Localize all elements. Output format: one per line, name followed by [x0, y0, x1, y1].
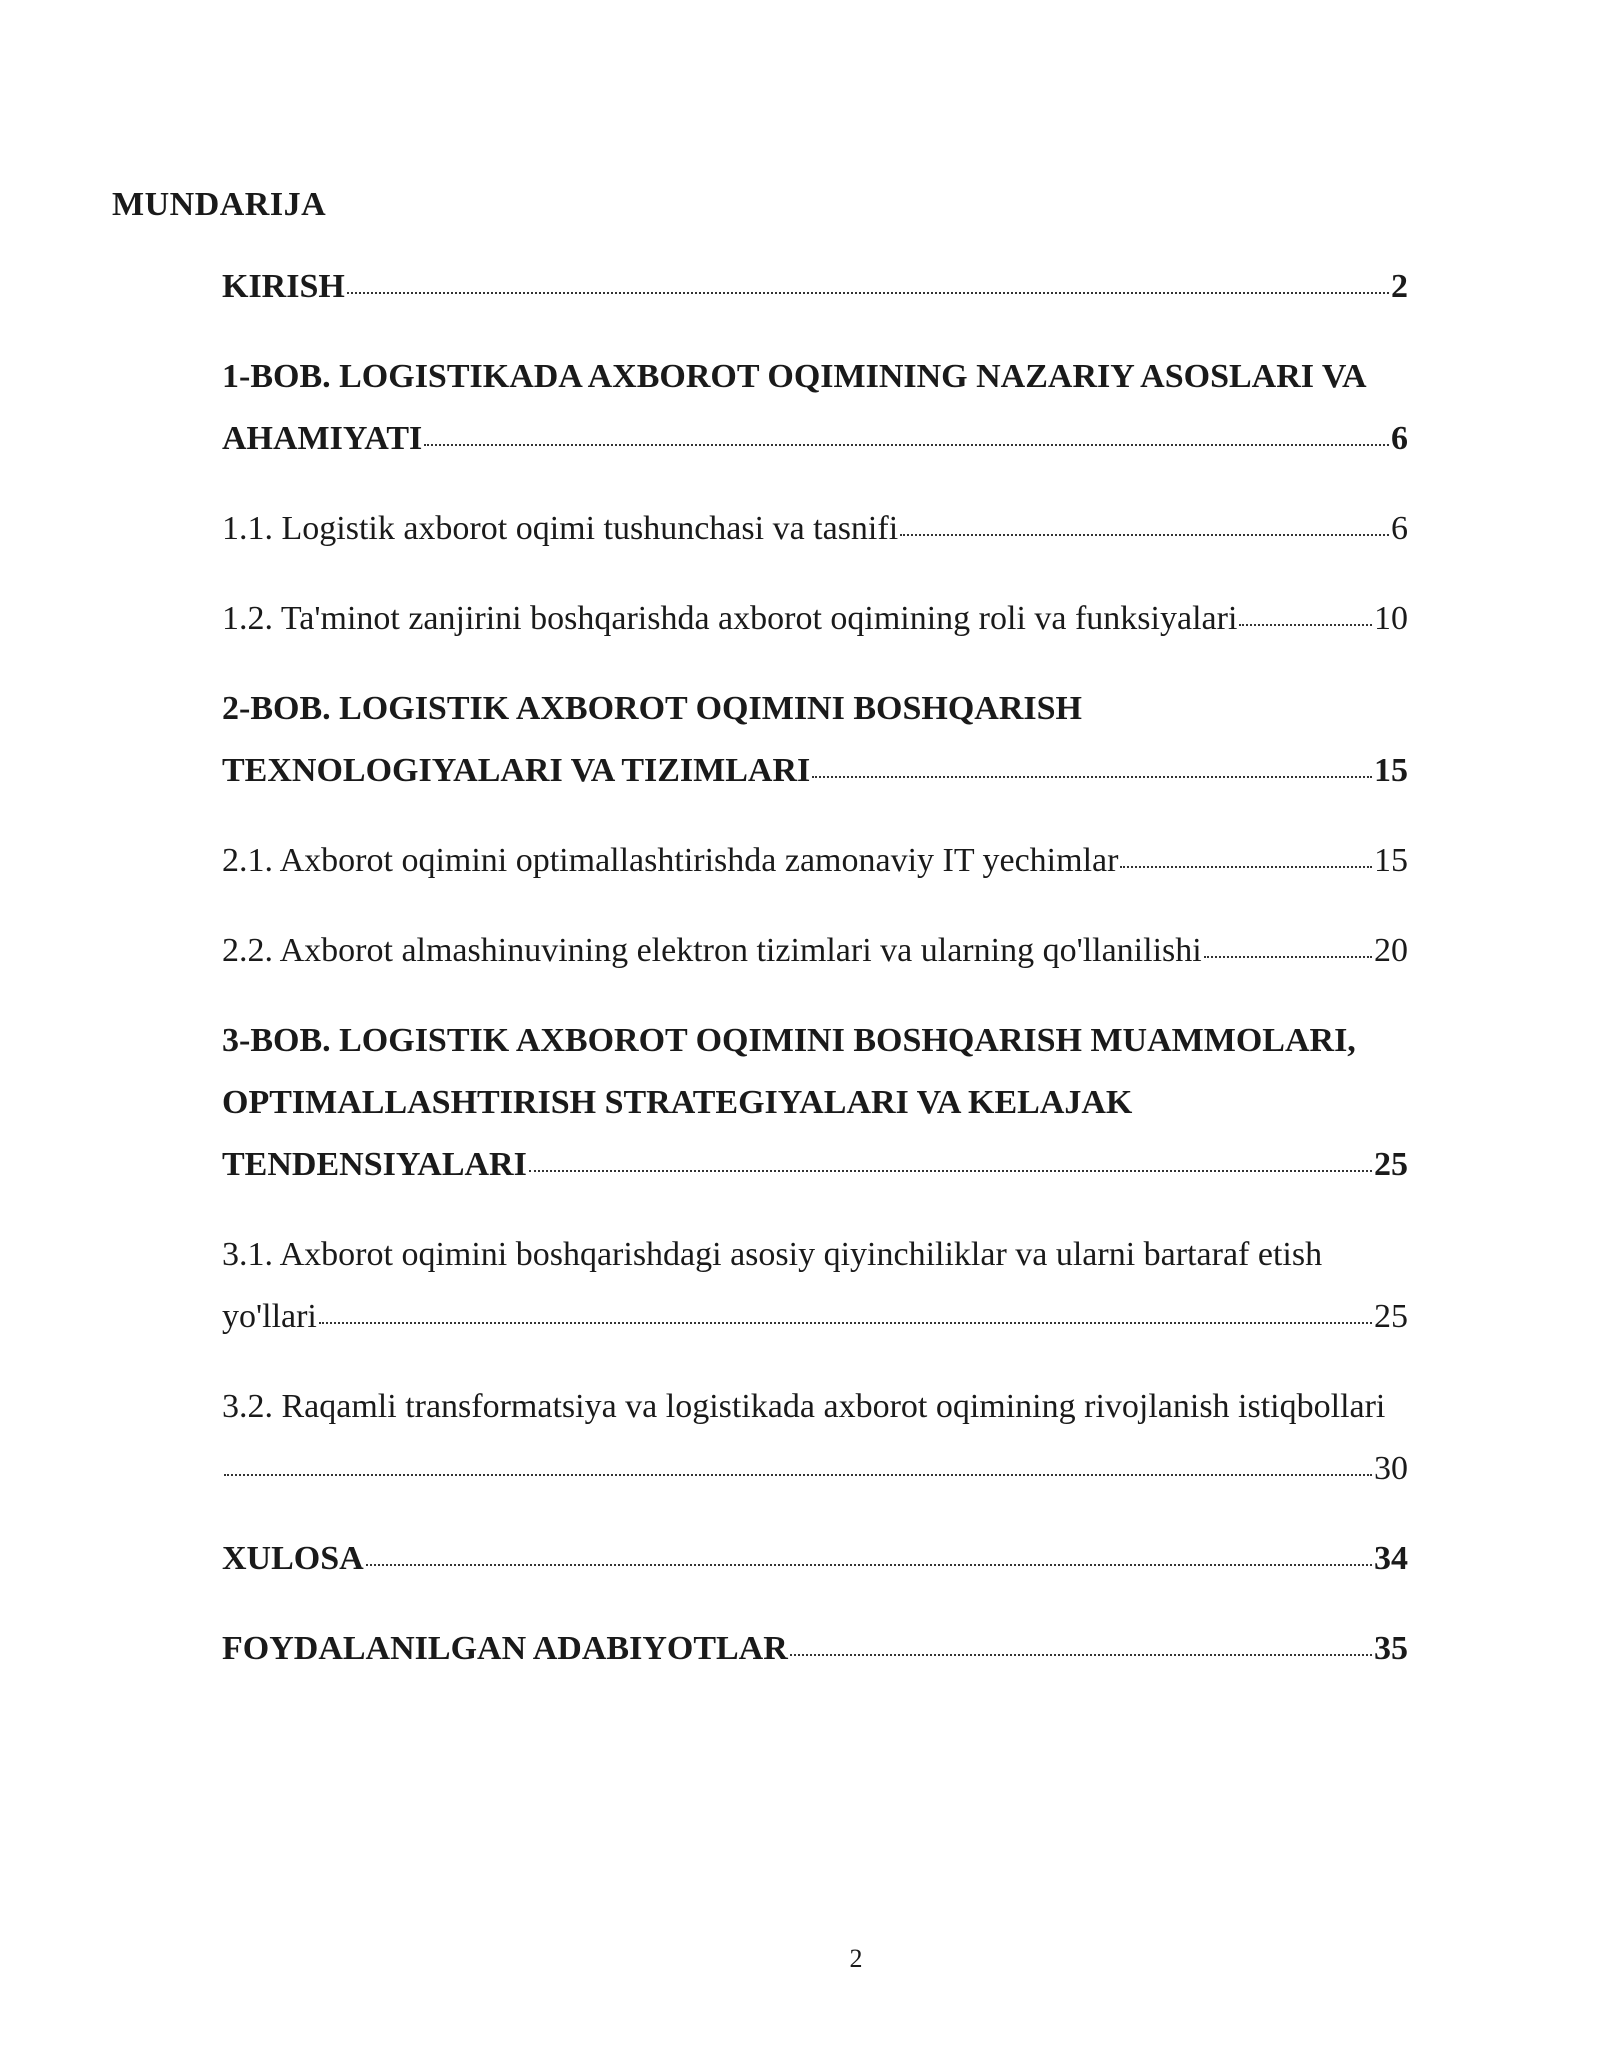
toc-entry[interactable]	[222, 1618, 1472, 1680]
entry-gap	[222, 1590, 1472, 1618]
toc-entry[interactable]	[222, 1528, 1472, 1590]
dot-leader	[790, 1654, 1372, 1656]
toc-entry-page: 30	[1374, 1450, 1408, 1487]
toc-entry-title: 1.2. Ta'minot zanjirini boshqarishda axborot oqimining roli va funksiyalari	[222, 600, 1238, 637]
toc-title-text: MUNDARIJA	[112, 186, 327, 223]
toc-entry-title: yo'llari	[222, 1298, 317, 1335]
dot-leader	[812, 776, 1372, 778]
toc-entry-title: 2.2. Axborot almashinuvining elektron tizimlari va ularning qo'llanilishi	[222, 932, 1202, 969]
toc-entry-title: 2.1. Axborot oqimini optimallashtirishda zamonaviy IT yechimlar	[222, 842, 1119, 879]
entry-gap	[222, 650, 1472, 678]
toc-entry-line: 3-BOB. LOGISTIK AXBOROT OQIMINI BOSHQARISH MUAMMOLARI,	[222, 1022, 1356, 1059]
toc-entry-title: XULOSA	[222, 1540, 364, 1577]
toc-entry-page: 15	[1374, 842, 1408, 879]
entry-gap	[222, 1348, 1472, 1376]
toc-entry-leader-line	[222, 588, 1408, 650]
toc-entry-page: 6	[1391, 510, 1408, 547]
toc-entry-title: AHAMIYATI	[222, 420, 423, 457]
toc-entry-title: FOYDALANILGAN ADABIYOTLAR	[222, 1630, 788, 1667]
toc-entry-page: 15	[1374, 752, 1408, 789]
toc-entry-leader-line	[222, 1286, 1408, 1348]
toc-entry-leader-line	[222, 1618, 1408, 1680]
toc-entry-line: 1-BOB. LOGISTIKADA AXBOROT OQIMINING NAZARIY ASOSLARI VA	[222, 358, 1367, 395]
toc-entry-page: 6	[1391, 420, 1408, 457]
toc-entry[interactable]	[222, 920, 1472, 982]
toc-entry-leader-line	[222, 256, 1408, 318]
toc-entry-title: 1.1. Logistik axborot oqimi tushunchasi va tasnifi	[222, 510, 899, 547]
toc-entry-page: 20	[1374, 932, 1408, 969]
toc-entry-leader-line	[222, 1438, 1408, 1500]
toc-entry-line: 3.1. Axborot oqimini boshqarishdagi asosiy qiyinchiliklar va ularni bartaraf etish	[222, 1236, 1323, 1273]
toc-entry[interactable]	[222, 256, 1472, 318]
dot-leader	[366, 1564, 1372, 1566]
toc-entry-leader-line	[222, 1134, 1408, 1196]
toc-entry-leader-line	[222, 408, 1408, 470]
dot-leader	[1120, 866, 1372, 868]
entry-gap	[222, 892, 1472, 920]
toc-entry-page: 35	[1374, 1630, 1408, 1667]
toc-entry-line: 3.2. Raqamli transformatsiya va logistikada axborot oqimining rivojlanish istiqbollari	[222, 1388, 1386, 1425]
toc-entry[interactable]	[222, 498, 1472, 560]
dot-leader	[529, 1170, 1372, 1172]
entry-gap	[222, 560, 1472, 588]
toc-entry-page: 25	[1374, 1298, 1408, 1335]
toc-entry-leader-line	[222, 498, 1408, 560]
toc-entry-title: KIRISH	[222, 268, 345, 305]
toc-entry-title: TEXNOLOGIYALARI VA TIZIMLARI	[222, 752, 811, 789]
dot-leader	[424, 444, 1389, 446]
entry-gap	[222, 982, 1472, 1010]
toc-entry[interactable]	[222, 588, 1472, 650]
toc-entry[interactable]	[222, 346, 1472, 470]
toc-entry-title: TENDENSIYALARI	[222, 1146, 527, 1183]
page-number: 2	[849, 1944, 863, 1973]
toc-entry[interactable]	[222, 830, 1472, 892]
toc-entry[interactable]	[222, 678, 1472, 802]
toc-title	[0, 186, 1600, 224]
toc-entry-leader-line	[222, 920, 1408, 982]
toc-entry[interactable]	[222, 1376, 1472, 1500]
dot-leader	[224, 1474, 1372, 1476]
dot-leader	[319, 1322, 1372, 1324]
toc-entry[interactable]	[222, 1010, 1472, 1196]
toc-entry-page: 34	[1374, 1540, 1408, 1577]
table-of-contents	[222, 256, 1472, 1680]
dot-leader	[1204, 956, 1372, 958]
toc-entry-leader-line	[222, 1528, 1408, 1590]
toc-entry-leader-line	[222, 830, 1408, 892]
entry-gap	[222, 802, 1472, 830]
entry-gap	[222, 470, 1472, 498]
entry-gap	[222, 1196, 1472, 1224]
dot-leader	[347, 292, 1389, 294]
toc-entry-line: 2-BOB. LOGISTIK AXBOROT OQIMINI BOSHQARISH	[222, 690, 1082, 727]
toc-entry-leader-line	[222, 740, 1408, 802]
dot-leader	[900, 534, 1389, 536]
toc-entry-page: 2	[1391, 268, 1408, 305]
toc-entry-page: 10	[1374, 600, 1408, 637]
entry-gap	[222, 318, 1472, 346]
dot-leader	[1239, 624, 1372, 626]
toc-entry-line: OPTIMALLASHTIRISH STRATEGIYALARI VA KELAJAK	[222, 1084, 1133, 1121]
entry-gap	[222, 1500, 1472, 1528]
toc-entry[interactable]	[222, 1224, 1472, 1348]
toc-entry-page: 25	[1374, 1146, 1408, 1183]
